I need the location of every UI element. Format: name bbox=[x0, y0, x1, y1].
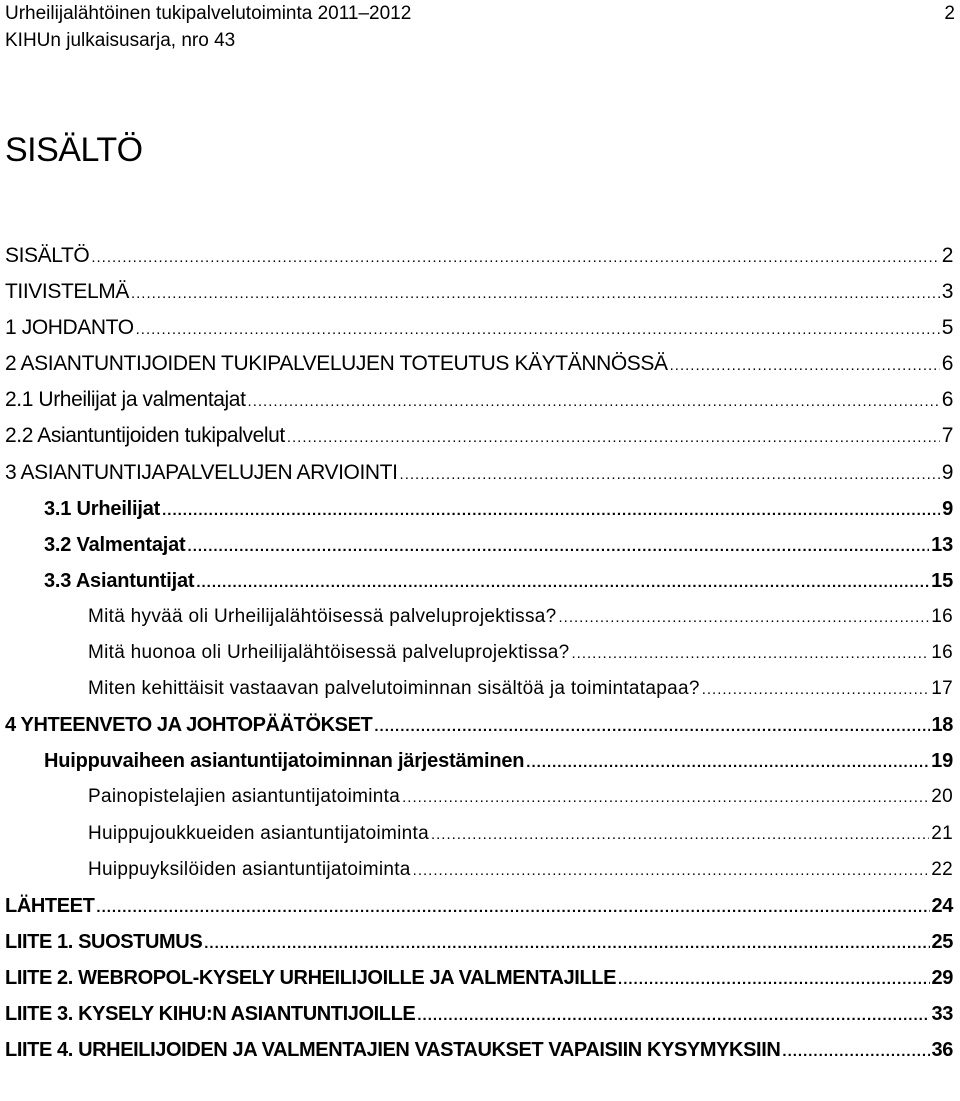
toc-entry-page: 18 bbox=[931, 714, 953, 737]
toc-entry[interactable] bbox=[0, 779, 960, 815]
toc-entry-label: 2.1 Urheilijat ja valmentajat bbox=[5, 388, 246, 412]
toc-entry[interactable] bbox=[0, 852, 960, 888]
toc-leader-dots bbox=[374, 718, 929, 735]
toc-entry-label: 3.2 Valmentajat bbox=[44, 533, 186, 556]
toc-entry-label: TIIVISTELMÄ bbox=[5, 280, 129, 304]
toc-entry-label: Huippuyksilöiden asiantuntijatoiminta bbox=[88, 858, 411, 880]
toc-entry-label: Miten kehittäisit vastaavan palvelutoiminnan sisältöä ja toimintatapaa? bbox=[88, 678, 700, 700]
toc-leader-dots bbox=[400, 466, 940, 483]
toc-leader-dots bbox=[131, 285, 940, 302]
toc-entry-page: 9 bbox=[941, 460, 953, 484]
toc-entry[interactable] bbox=[0, 707, 960, 743]
toc-entry[interactable] bbox=[0, 274, 960, 310]
toc-entry[interactable] bbox=[0, 816, 960, 852]
toc-entry-page: 24 bbox=[931, 894, 953, 917]
table-of-contents bbox=[0, 238, 960, 1068]
header-row-1 bbox=[5, 0, 955, 27]
toc-entry[interactable] bbox=[0, 491, 960, 527]
toc-leader-dots bbox=[248, 393, 940, 410]
toc-entry-page: 19 bbox=[931, 750, 953, 773]
toc-entry[interactable] bbox=[0, 418, 960, 454]
toc-entry[interactable] bbox=[0, 599, 960, 635]
toc-entry-page: 16 bbox=[931, 642, 953, 664]
toc-leader-dots bbox=[188, 538, 930, 555]
toc-entry-label: LIITE 4. URHEILIJOIDEN JA VALMENTAJIEN VASTAUKSET VAPAISIIN KYSYMYKSIIN bbox=[5, 1039, 781, 1062]
header-row-2 bbox=[5, 27, 955, 54]
toc-entry[interactable] bbox=[0, 455, 960, 491]
toc-entry-page: 15 bbox=[931, 569, 953, 592]
toc-entry-label: 2.2 Asiantuntijoiden tukipalvelut bbox=[5, 424, 285, 448]
toc-entry-page: 6 bbox=[941, 388, 953, 412]
toc-leader-dots bbox=[204, 935, 929, 952]
toc-leader-dots bbox=[782, 1043, 929, 1060]
toc-entry-label: 2 ASIANTUNTIJOIDEN TUKIPALVELUJEN TOTEUTUS KÄYTÄNNÖSSÄ bbox=[5, 352, 668, 376]
toc-entry-page: 29 bbox=[931, 966, 953, 989]
toc-entry[interactable] bbox=[0, 563, 960, 599]
toc-entry-page: 33 bbox=[931, 1002, 953, 1025]
toc-entry-label: Mitä hyvää oli Urheilijalähtöisessä palveluprojektissa? bbox=[88, 605, 557, 627]
toc-leader-dots bbox=[413, 862, 930, 879]
toc-leader-dots bbox=[287, 429, 940, 446]
toc-entry-page: 5 bbox=[941, 316, 953, 340]
toc-leader-dots bbox=[196, 574, 929, 591]
series-name: KIHUn julkaisusarja, nro 43 bbox=[5, 30, 236, 51]
toc-entry-page: 25 bbox=[931, 930, 953, 953]
toc-leader-dots bbox=[702, 681, 930, 698]
toc-entry-label: LIITE 2. WEBROPOL-KYSELY URHEILIJOILLE JA VALMENTAJILLE bbox=[5, 966, 617, 989]
toc-entry-page: 22 bbox=[931, 858, 953, 880]
toc-leader-dots bbox=[162, 502, 940, 519]
toc-entry-label: Huippuvaiheen asiantuntijatoiminnan järjestäminen bbox=[44, 750, 525, 773]
toc-leader-dots bbox=[670, 357, 940, 374]
toc-entry[interactable] bbox=[0, 960, 960, 996]
toc-entry-page: 13 bbox=[931, 533, 953, 556]
toc-entry-label: LÄHTEET bbox=[5, 894, 95, 917]
toc-entry-page: 20 bbox=[931, 786, 953, 808]
toc-entry-label: Painopistelajien asiantuntijatoiminta bbox=[88, 786, 401, 808]
toc-leader-dots bbox=[402, 789, 929, 806]
toc-leader-dots bbox=[96, 899, 929, 916]
toc-entry-label: SISÄLTÖ bbox=[5, 244, 90, 267]
toc-entry-page: 36 bbox=[931, 1039, 953, 1062]
toc-leader-dots bbox=[618, 971, 930, 988]
toc-entry[interactable] bbox=[0, 1032, 960, 1068]
toc-entry[interactable] bbox=[0, 743, 960, 779]
toc-entry-label: LIITE 1. SUOSTUMUS bbox=[5, 930, 203, 953]
toc-entry[interactable] bbox=[0, 310, 960, 346]
toc-entry[interactable] bbox=[0, 527, 960, 563]
page-header bbox=[5, 0, 955, 54]
toc-entry-label: 4 YHTEENVETO JA JOHTOPÄÄTÖKSET bbox=[5, 714, 373, 737]
toc-entry-page: 2 bbox=[941, 244, 953, 267]
toc-entry-page: 7 bbox=[941, 424, 953, 448]
toc-entry-label: 3.3 Asiantuntijat bbox=[44, 569, 195, 592]
publication-title: Urheilijalähtöinen tukipalvelutoiminta 2011–2012 bbox=[5, 3, 412, 24]
toc-entry[interactable] bbox=[0, 238, 960, 274]
toc-leader-dots bbox=[417, 1007, 929, 1024]
page-number: 2 bbox=[944, 3, 955, 24]
toc-entry[interactable] bbox=[0, 346, 960, 382]
toc-entry-page: 16 bbox=[931, 605, 953, 627]
page-title: SISÄLTÖ bbox=[5, 131, 143, 169]
toc-entry[interactable] bbox=[0, 924, 960, 960]
toc-leader-dots bbox=[526, 754, 929, 771]
toc-leader-dots bbox=[431, 826, 929, 843]
toc-entry-page: 9 bbox=[942, 497, 953, 520]
toc-entry-label: LIITE 3. KYSELY KIHU:N ASIANTUNTIJOILLE bbox=[5, 1002, 416, 1025]
toc-entry[interactable] bbox=[0, 635, 960, 671]
toc-leader-dots bbox=[572, 645, 930, 662]
toc-entry-page: 3 bbox=[941, 280, 953, 304]
toc-entry[interactable] bbox=[0, 382, 960, 418]
toc-entry[interactable] bbox=[0, 996, 960, 1032]
toc-leader-dots bbox=[91, 249, 939, 266]
toc-entry-page: 6 bbox=[941, 352, 953, 376]
toc-entry-label: 3 ASIANTUNTIJAPALVELUJEN ARVIOINTI bbox=[5, 460, 398, 484]
toc-entry[interactable] bbox=[0, 671, 960, 707]
toc-entry-label: Mitä huonoa oli Urheilijalähtöisessä palveluprojektissa? bbox=[88, 642, 570, 664]
toc-entry-label: 3.1 Urheilijat bbox=[44, 497, 161, 520]
toc-entry-label: 1 JOHDANTO bbox=[5, 316, 134, 340]
toc-entry-label: Huippujoukkueiden asiantuntijatoiminta bbox=[88, 822, 429, 844]
toc-leader-dots bbox=[559, 609, 930, 626]
toc-leader-dots bbox=[136, 321, 940, 338]
toc-entry[interactable] bbox=[0, 888, 960, 924]
toc-entry-page: 17 bbox=[931, 678, 953, 700]
toc-entry-page: 21 bbox=[931, 822, 953, 844]
